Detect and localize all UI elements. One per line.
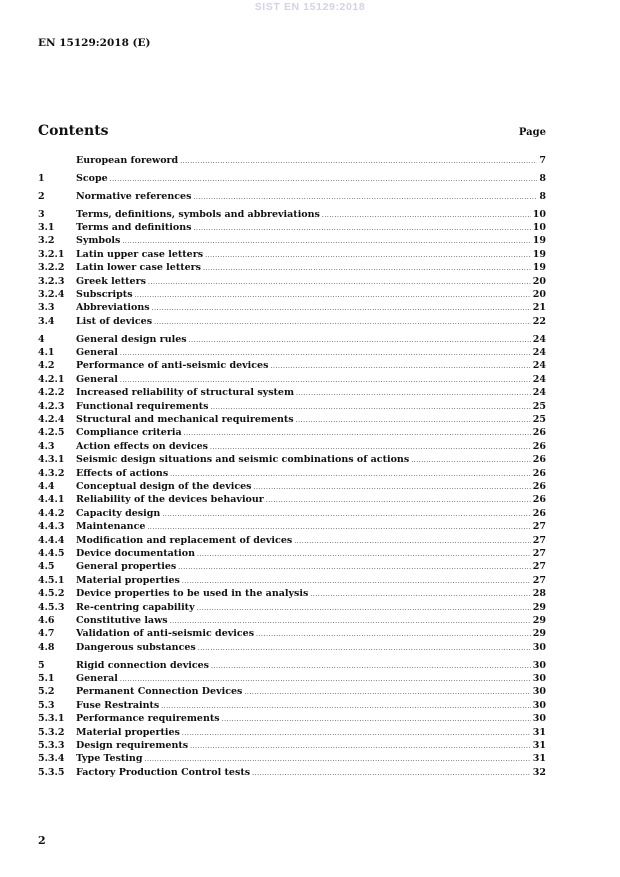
- toc-entry-number: 4.4.1: [38, 494, 65, 506]
- toc-entry-title: Constitutive laws: [76, 614, 168, 626]
- toc-entry-number: 4: [38, 333, 45, 345]
- toc-dot-leader: [190, 743, 531, 750]
- toc-entry[interactable]: [38, 740, 546, 753]
- toc-entry-title: General: [76, 347, 118, 359]
- toc-dot-leader: [254, 484, 531, 491]
- toc-entry-page: 24: [532, 333, 546, 345]
- toc-entry-title: Seismic design situations and seismic combinations of actions: [76, 454, 410, 466]
- toc-entry[interactable]: [38, 535, 546, 548]
- toc-dot-leader: [152, 305, 531, 312]
- toc-entry-page: 30: [532, 641, 546, 653]
- toc-dot-leader: [197, 605, 531, 612]
- toc-entry-number: 4.4.3: [38, 521, 65, 533]
- toc-entry-title: General: [76, 672, 118, 684]
- toc-entry[interactable]: [38, 508, 546, 521]
- toc-entry[interactable]: [38, 173, 546, 186]
- toc-entry-page: 26: [532, 427, 546, 439]
- toc-dot-leader: [120, 377, 531, 384]
- toc-entry-title: Compliance criteria: [76, 427, 182, 439]
- toc-entry-page: 29: [532, 614, 546, 626]
- toc-entry-page: 24: [532, 347, 546, 359]
- toc-dot-leader: [147, 524, 530, 531]
- toc-entry-page: 25: [532, 400, 546, 412]
- toc-entry[interactable]: [38, 235, 546, 248]
- toc-entry[interactable]: [38, 347, 546, 360]
- toc-dot-leader: [135, 292, 531, 299]
- toc-dot-leader: [197, 551, 531, 558]
- toc-entry-number: 5.3.2: [38, 726, 65, 738]
- toc-dot-leader: [256, 631, 531, 638]
- toc-entry-page: 10: [532, 208, 546, 220]
- toc-entry[interactable]: [38, 427, 546, 440]
- toc-entry-title: Reliability of the devices behaviour: [76, 494, 264, 506]
- toc-entry[interactable]: [38, 222, 546, 235]
- toc-entry-title: Effects of actions: [76, 467, 169, 479]
- toc-entry-page: 8: [539, 172, 546, 184]
- toc-entry-number: 5.3.4: [38, 753, 65, 765]
- toc-dot-leader: [154, 319, 531, 326]
- toc-entry-number: 4.8: [38, 641, 55, 653]
- toc-entry-title: General: [76, 373, 118, 385]
- toc-entry[interactable]: [38, 387, 546, 400]
- toc-entry-title: Device properties to be used in the analysis: [76, 588, 309, 600]
- toc-entry-page: 22: [532, 315, 546, 327]
- toc-entry-title: Structural and mechanical requirements: [76, 414, 294, 426]
- toc-entry-page: 30: [532, 659, 546, 671]
- toc-entry[interactable]: [38, 521, 546, 534]
- toc-entry-number: 5.2: [38, 686, 55, 698]
- toc-entry-number: 4.2.2: [38, 387, 65, 399]
- toc-entry-page: 29: [532, 628, 546, 640]
- toc-entry-page: 20: [532, 289, 546, 301]
- toc-entry-title: Factory Production Control tests: [76, 766, 251, 778]
- toc-entry[interactable]: [38, 561, 546, 574]
- toc-entry-title: General design rules: [76, 333, 187, 345]
- toc-entry-number: 4.3: [38, 440, 55, 452]
- toc-entry-page: 30: [532, 713, 546, 725]
- toc-entry-number: 4.2.1: [38, 373, 65, 385]
- toc-entry-page: 7: [539, 155, 546, 166]
- toc-entry-page: 19: [532, 235, 546, 247]
- toc-entry-page: 27: [532, 534, 546, 546]
- toc-entry-number: 3.2.1: [38, 248, 65, 260]
- toc-entry-page: 31: [532, 753, 546, 765]
- toc-dot-leader: [161, 703, 530, 710]
- toc-entry[interactable]: [38, 468, 546, 481]
- toc-entry-number: 3.2.3: [38, 275, 65, 287]
- toc-dot-leader: [296, 390, 531, 397]
- toc-entry-title: Scope: [76, 172, 108, 184]
- toc-entry-page: 24: [532, 387, 546, 399]
- toc-entry-page: 29: [532, 601, 546, 613]
- toc-dot-leader: [120, 676, 531, 683]
- toc-entry-page: 27: [532, 521, 546, 533]
- toc-entry[interactable]: [38, 767, 546, 780]
- toc-dot-leader: [310, 591, 530, 598]
- toc-entry[interactable]: [38, 700, 546, 713]
- toc-entry-number: 4.1: [38, 347, 55, 359]
- toc-entry-page: 19: [532, 262, 546, 274]
- contents-heading: Contents: [38, 123, 109, 139]
- toc-dot-leader: [170, 618, 531, 625]
- watermark: SIST EN 15129:2018: [254, 1, 366, 13]
- toc-entry-number: 4.2.5: [38, 427, 65, 439]
- toc-entry-page: 28: [532, 588, 546, 600]
- toc-entry-page: 26: [532, 480, 546, 492]
- toc-entry-number: 3.4: [38, 315, 55, 327]
- toc-entry-number: 4.6: [38, 614, 55, 626]
- toc-entry-number: 4.5.2: [38, 588, 65, 600]
- toc-dot-leader: [211, 663, 531, 670]
- toc-entry-page: 26: [532, 440, 546, 452]
- toc-entry[interactable]: [38, 334, 546, 347]
- toc-entry-title: Fuse Restraints: [76, 699, 160, 711]
- toc-entry-number: 4.5: [38, 561, 55, 573]
- toc-entry-number: 4.7: [38, 628, 55, 640]
- toc-entry-page: 25: [532, 414, 546, 426]
- toc-dot-leader: [211, 404, 531, 411]
- toc-entry-title: Rigid connection devices: [76, 659, 210, 671]
- toc-entry-title: Material properties: [76, 574, 180, 586]
- toc-entry-title: Type Testing: [76, 753, 143, 765]
- toc-dot-leader: [266, 497, 531, 504]
- toc-entry[interactable]: [38, 209, 546, 222]
- toc-entry-title: Terms and definitions: [76, 222, 192, 234]
- toc-dot-leader: [296, 417, 531, 424]
- toc-dot-leader: [222, 716, 531, 723]
- toc-entry-number: 3.2: [38, 235, 55, 247]
- toc-entry-title: Re-centring capability: [76, 601, 195, 613]
- toc-entry-page: 26: [532, 454, 546, 466]
- toc-entry-title: Subscripts: [76, 289, 133, 301]
- toc-entry-page: 10: [532, 222, 546, 234]
- toc-entry[interactable]: [38, 249, 546, 262]
- toc-entry[interactable]: [38, 302, 546, 315]
- toc-entry-title: Increased reliability of structural system: [76, 387, 295, 399]
- toc-entry-number: 4.3.2: [38, 467, 65, 479]
- toc-entry[interactable]: [38, 276, 546, 289]
- toc-entry-title: Dangerous substances: [76, 641, 196, 653]
- toc-dot-leader: [184, 430, 531, 437]
- toc-entry[interactable]: [38, 481, 546, 494]
- toc-entry[interactable]: [38, 588, 546, 601]
- toc-entry-number: 5.3.3: [38, 739, 65, 751]
- toc-entry[interactable]: [38, 454, 546, 467]
- toc-entry-number: 3.1: [38, 222, 55, 234]
- toc-entry-title: Terms, definitions, symbols and abbreviations: [76, 208, 320, 220]
- document-id: EN 15129:2018 (E): [38, 37, 151, 49]
- toc-entry[interactable]: [38, 727, 546, 740]
- toc-dot-leader: [205, 252, 531, 259]
- toc-entry-title: General properties: [76, 561, 177, 573]
- toc-entry-title: Conceptual design of the devices: [76, 480, 252, 492]
- toc-entry-title: Abbreviations: [76, 302, 150, 314]
- toc-entry-title: Permanent Connection Devices: [76, 686, 243, 698]
- toc-dot-leader: [182, 730, 531, 737]
- toc-entry-page: 30: [532, 699, 546, 711]
- toc-dot-leader: [198, 645, 531, 652]
- toc-entry-page: 20: [532, 275, 546, 287]
- toc-entry-page: 32: [532, 766, 546, 778]
- toc-entry-page: 30: [532, 672, 546, 684]
- toc-entry-page: 26: [532, 467, 546, 479]
- toc-dot-leader: [411, 457, 531, 464]
- toc-dot-leader: [148, 279, 531, 286]
- toc-entry[interactable]: [38, 602, 546, 615]
- toc-entry-title: Device documentation: [76, 547, 196, 559]
- toc-dot-leader: [210, 444, 531, 451]
- toc-dot-leader: [322, 212, 531, 219]
- toc-entry-title: Modification and replacement of devices: [76, 534, 293, 546]
- toc-dot-leader: [122, 238, 530, 245]
- toc-dot-leader: [193, 194, 537, 201]
- toc-entry-page: 24: [532, 373, 546, 385]
- toc-dot-leader: [294, 538, 531, 545]
- toc-entry-page: 30: [532, 686, 546, 698]
- toc-entry-title: Symbols: [76, 235, 121, 247]
- toc-entry-number: 4.2.3: [38, 400, 65, 412]
- toc-entry-page: 27: [532, 574, 546, 586]
- toc-dot-leader: [193, 225, 530, 232]
- toc-entry-number: 5.3.1: [38, 713, 65, 725]
- toc-entry[interactable]: [38, 713, 546, 726]
- toc-entry-number: 4.4.5: [38, 547, 65, 559]
- toc-entry-number: 4.2: [38, 360, 55, 372]
- page-number: 2: [38, 834, 46, 847]
- toc-entry-page: 27: [532, 561, 546, 573]
- toc-entry-title: Validation of anti-seismic devices: [76, 628, 255, 640]
- toc-entry-page: 31: [532, 739, 546, 751]
- page-column-label: Page: [518, 127, 546, 138]
- toc-entry-number: 4.4.2: [38, 507, 65, 519]
- toc-entry-number: 3.2.4: [38, 289, 65, 301]
- toc-entry-page: 27: [532, 547, 546, 559]
- toc-entry-title: Material properties: [76, 726, 180, 738]
- toc-entry-title: Normative references: [76, 190, 192, 202]
- toc-dot-leader: [144, 756, 530, 763]
- toc-entry[interactable]: [38, 262, 546, 275]
- toc-entry[interactable]: [38, 374, 546, 387]
- toc-entry[interactable]: [38, 548, 546, 561]
- toc-entry-title: Capacity design: [76, 507, 161, 519]
- toc-entry-title: Performance of anti-seismic devices: [76, 360, 269, 372]
- toc-entry[interactable]: [38, 441, 546, 454]
- toc-entry[interactable]: [38, 628, 546, 641]
- toc-entry-page: 21: [532, 302, 546, 314]
- toc-entry[interactable]: [38, 155, 546, 168]
- table-of-contents: [38, 155, 546, 780]
- toc-entry-number: 4.4: [38, 480, 55, 492]
- toc-entry[interactable]: [38, 660, 546, 673]
- toc-entry[interactable]: [38, 289, 546, 302]
- toc-entry-number: 5: [38, 659, 45, 671]
- toc-entry-number: 3.2.2: [38, 262, 65, 274]
- toc-entry[interactable]: [38, 401, 546, 414]
- toc-entry[interactable]: [38, 575, 546, 588]
- toc-dot-leader: [180, 158, 537, 165]
- toc-entry-page: 8: [539, 190, 546, 202]
- toc-entry-page: 26: [532, 507, 546, 519]
- toc-dot-leader: [182, 578, 531, 585]
- toc-entry[interactable]: [38, 642, 546, 655]
- toc-entry-number: 5.3: [38, 699, 55, 711]
- toc-entry[interactable]: [38, 673, 546, 686]
- toc-entry-page: 24: [532, 360, 546, 372]
- toc-entry-title: Functional requirements: [76, 400, 209, 412]
- toc-entry-title: Greek letters: [76, 275, 146, 287]
- toc-entry-page: 19: [532, 248, 546, 260]
- toc-entry-number: 4.5.3: [38, 601, 65, 613]
- toc-dot-leader: [120, 350, 531, 357]
- toc-dot-leader: [189, 337, 531, 344]
- toc-entry-number: 2: [38, 190, 45, 202]
- toc-dot-leader: [162, 511, 530, 518]
- toc-entry-number: 4.2.4: [38, 414, 65, 426]
- toc-entry-number: 3.3: [38, 302, 55, 314]
- toc-entry-title: European foreword: [76, 155, 179, 166]
- toc-entry-number: 4.5.1: [38, 574, 65, 586]
- toc-entry-number: 5.3.5: [38, 766, 65, 778]
- toc-entry-title: List of devices: [76, 315, 153, 327]
- toc-entry[interactable]: [38, 494, 546, 507]
- toc-entry-title: Design requirements: [76, 739, 189, 751]
- toc-entry-page: 26: [532, 494, 546, 506]
- toc-entry-title: Action effects on devices: [76, 440, 208, 452]
- toc-dot-leader: [178, 564, 531, 571]
- toc-entry-number: 4.3.1: [38, 454, 65, 466]
- toc-entry[interactable]: [38, 191, 546, 204]
- toc-entry[interactable]: [38, 316, 546, 329]
- toc-entry-number: 4.4.4: [38, 534, 65, 546]
- toc-entry-title: Latin upper case letters: [76, 248, 204, 260]
- toc-entry-number: 1: [38, 172, 45, 184]
- toc-entry-title: Latin lower case letters: [76, 262, 201, 274]
- toc-dot-leader: [170, 471, 531, 478]
- toc-entry[interactable]: [38, 360, 546, 373]
- toc-dot-leader: [110, 176, 538, 183]
- toc-dot-leader: [270, 363, 530, 370]
- toc-entry-page: 31: [532, 726, 546, 738]
- toc-entry-title: Performance requirements: [76, 713, 220, 725]
- toc-entry-number: 3: [38, 208, 45, 220]
- toc-entry[interactable]: [38, 414, 546, 427]
- toc-entry-title: Maintenance: [76, 521, 146, 533]
- toc-entry[interactable]: [38, 686, 546, 699]
- toc-dot-leader: [252, 770, 531, 777]
- toc-dot-leader: [203, 265, 531, 272]
- toc-entry[interactable]: [38, 615, 546, 628]
- toc-dot-leader: [244, 689, 530, 696]
- toc-entry[interactable]: [38, 753, 546, 766]
- toc-entry-number: 5.1: [38, 672, 55, 684]
